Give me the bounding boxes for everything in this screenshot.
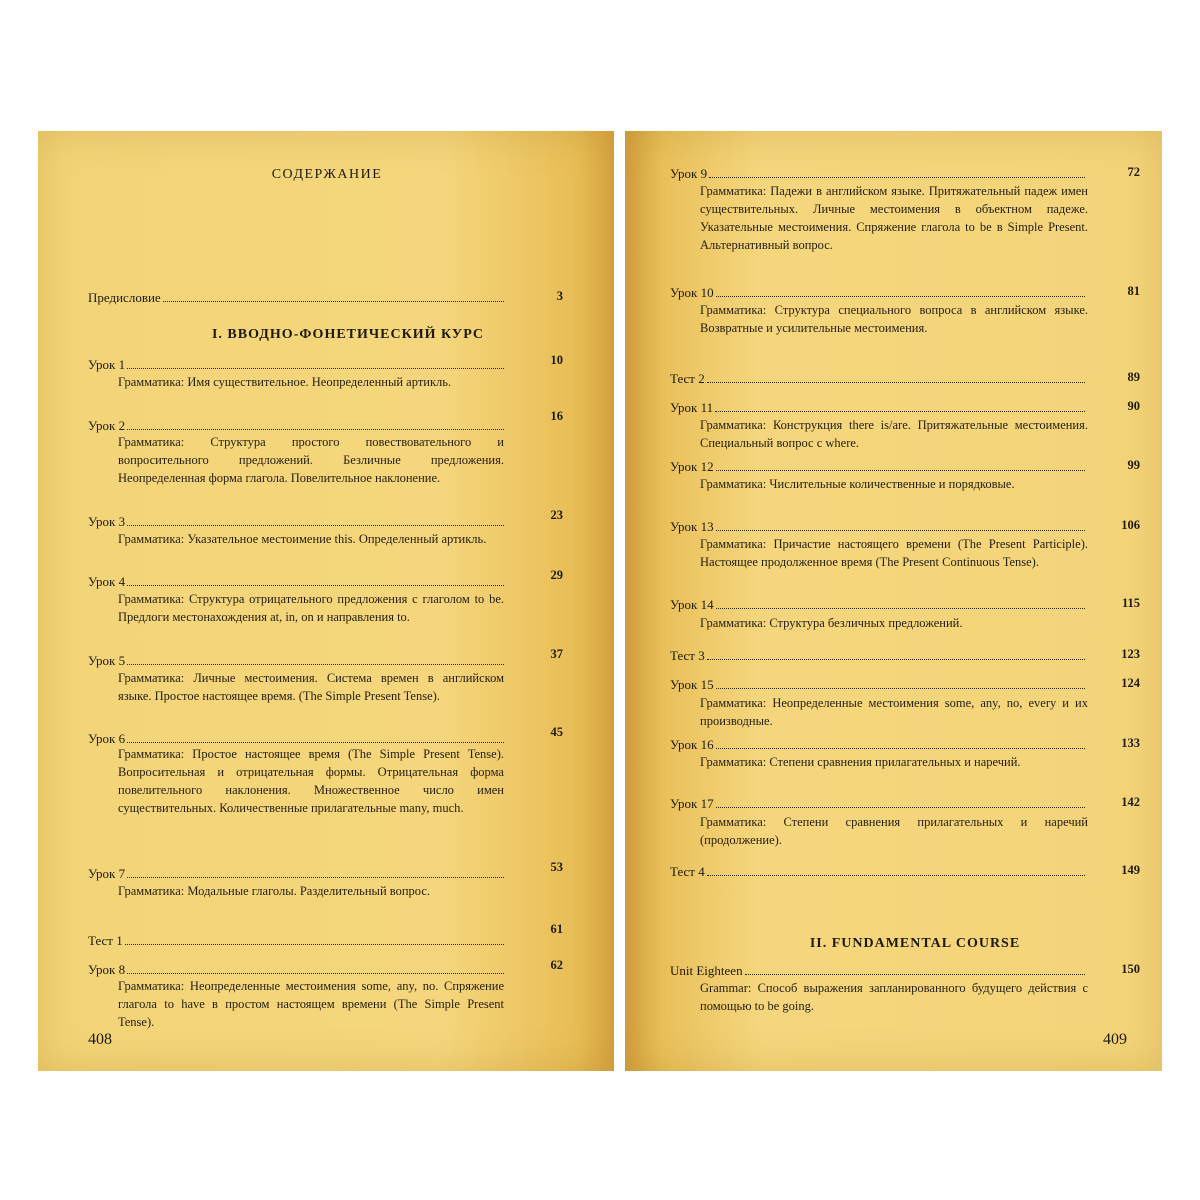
toc-label: Урок 11: [670, 400, 714, 415]
toc-page-number: 142: [1121, 795, 1140, 809]
dot-leader: [716, 748, 1085, 749]
toc-row: [670, 370, 1087, 388]
toc-label: Урок 3: [88, 514, 126, 529]
dot-leader: [127, 368, 504, 369]
toc-label: Тест 1: [88, 933, 123, 948]
toc-label: Урок 9: [670, 166, 708, 181]
dot-leader: [127, 742, 504, 743]
toc-page-number: 99: [1127, 458, 1140, 472]
page-folio: 408: [88, 1031, 112, 1048]
dot-leader: [716, 807, 1085, 808]
toc-page-number: 45: [550, 725, 563, 739]
toc-page-number: 106: [1121, 518, 1140, 532]
toc-page-number: 29: [550, 568, 563, 582]
grammar-note: Грамматика: Структура отрицательного предложения с глаголом to be. Предлоги местонахождения at, in, on и направления to.: [118, 592, 504, 624]
toc-page-number: 81: [1127, 284, 1140, 298]
grammar-note: Грамматика: Степени сравнения прилагательных и наречий (продолжение).: [700, 815, 1088, 847]
toc-label: Тест 2: [670, 371, 705, 386]
grammar-note: Грамматика: Степени сравнения прилагательных и наречий.: [700, 755, 1021, 769]
toc-label: Урок 17: [670, 796, 714, 811]
grammar-note: Грамматика: Структура простого повествовательного и вопросительного предложений. Безличные предложения. Неопределенная форма глагола. Повелительное наклонение.: [118, 435, 504, 485]
toc-row: [670, 284, 1087, 302]
grammar-note: Грамматика: Структура безличных предложений.: [700, 616, 963, 630]
dot-leader: [745, 974, 1085, 975]
toc-row: [670, 863, 1087, 881]
toc-label: Тест 3: [670, 648, 705, 663]
dot-leader: [127, 585, 504, 586]
toc-row: [670, 647, 1087, 665]
toc-row: [88, 573, 506, 591]
grammar-note: Грамматика: Причастие настоящего времени (The Present Participle). Настоящее продолженное время (The Present Continuous Tense).: [700, 537, 1088, 569]
dot-leader: [163, 301, 504, 302]
toc-page-number: 53: [550, 860, 563, 874]
toc-row: [88, 652, 506, 670]
toc-label: Урок 5: [88, 653, 126, 668]
section-title: I. ВВОДНО-ФОНЕТИЧЕСКИЙ КУРС: [211, 327, 485, 342]
toc-row-preface: [88, 289, 506, 307]
grammar-note: Грамматика: Неопределенные местоимения some, any, no, every и их производные.: [700, 696, 1088, 728]
dot-leader: [125, 944, 504, 945]
toc-row: [88, 865, 506, 883]
right-page: [625, 131, 1162, 1071]
toc-row: [670, 399, 1087, 417]
toc-label: Урок 1: [88, 357, 126, 372]
toc-row: [88, 356, 506, 374]
toc-label: Урок 8: [88, 962, 126, 977]
toc-page-number: 123: [1121, 647, 1140, 661]
toc-label: Урок 6: [88, 731, 126, 746]
contents-title: СОДЕРЖАНИЕ: [271, 167, 383, 182]
toc-page-number: 37: [550, 647, 563, 661]
dot-leader: [127, 664, 504, 665]
toc-label: Урок 2: [88, 418, 126, 433]
toc-page-number: 89: [1127, 370, 1140, 384]
dot-leader: [716, 296, 1085, 297]
toc-row: [670, 736, 1087, 754]
toc-page-number: 133: [1121, 736, 1140, 750]
grammar-note: Грамматика: Числительные количественные и порядковые.: [700, 477, 1015, 491]
toc-label: Урок 7: [88, 866, 126, 881]
toc-page-number: 23: [550, 508, 563, 522]
grammar-note: Грамматика: Модальные глаголы. Разделительный вопрос.: [118, 884, 430, 898]
dot-leader: [127, 525, 504, 526]
toc-page-number: 150: [1121, 962, 1140, 976]
toc-page-number: 115: [1121, 596, 1140, 610]
toc-row: [670, 596, 1087, 614]
dot-leader: [127, 877, 504, 878]
toc-label: Урок 16: [670, 737, 714, 752]
grammar-note: Грамматика: Неопределенные местоимения some, any, no. Спряжение глагола to have в простом настоящем времени (The Simple Present Tense).: [118, 979, 504, 1029]
grammar-note: Грамматика: Конструкция there is/are. Притяжательные местоимения. Специальный вопрос с where.: [700, 418, 1088, 450]
toc-page-number: 90: [1127, 399, 1140, 413]
toc-page-number: 10: [550, 353, 563, 367]
toc-label: Урок 10: [670, 285, 714, 300]
toc-label: Урок 13: [670, 519, 714, 534]
toc-label: Тест 4: [670, 864, 705, 879]
toc-row: [670, 165, 1087, 183]
dot-leader: [716, 470, 1085, 471]
grammar-note: Грамматика: Простое настоящее время (The Simple Present Tense). Вопросительная и отрицательная формы. Отрицательная форма повелительного наклонения. Множественное число имен существительных. Количественные прилагательные many, much.: [118, 747, 504, 815]
section-title: II. FUNDAMENTAL COURSE: [809, 936, 1021, 951]
toc-page-number: 61: [550, 922, 563, 936]
toc-page-number: 149: [1121, 863, 1140, 877]
dot-leader: [127, 429, 504, 430]
grammar-note: Грамматика: Имя существительное. Неопределенный артикль.: [118, 375, 452, 389]
toc-row: [88, 513, 506, 531]
left-page: [38, 131, 616, 1071]
toc-row: [670, 795, 1087, 813]
toc-label: Урок 4: [88, 574, 126, 589]
dot-leader: [709, 177, 1085, 178]
grammar-note: Грамматика: Структура специального вопроса в английском языке. Возвратные и усилительные местоимения.: [700, 303, 1088, 335]
toc-row: [670, 518, 1087, 536]
toc-page-number: 72: [1127, 165, 1140, 179]
toc-label: Урок 12: [670, 459, 714, 474]
dot-leader: [707, 659, 1085, 660]
toc-label: Урок 14: [670, 597, 714, 612]
toc-row: [670, 676, 1087, 694]
dot-leader: [715, 411, 1085, 412]
toc-row: [670, 962, 1087, 980]
dot-leader: [716, 530, 1085, 531]
toc-label: Урок 15: [670, 677, 714, 692]
toc-label: Unit Eighteen: [670, 963, 743, 978]
toc-row: [670, 458, 1087, 476]
toc-page-number: 16: [550, 409, 563, 423]
dot-leader: [127, 973, 504, 974]
toc-page-number: 3: [556, 289, 563, 303]
dot-leader: [707, 382, 1085, 383]
grammar-note: Grammar: Способ выражения запланированного будущего действия с помощью to be going.: [700, 981, 1088, 1013]
grammar-note: Грамматика: Указательное местоимение this. Определенный артикль.: [118, 532, 487, 546]
grammar-note: Грамматика: Падежи в английском языке. Притяжательный падеж имен существительных. Личные местоимения в объектном падеже. Указательные местоимения. Спряжение глагола to be в Simple Present. Альтернативный вопрос.: [700, 184, 1088, 252]
toc-row: [88, 932, 506, 950]
toc-page-number: 62: [550, 958, 563, 972]
page-folio: 409: [1103, 1031, 1127, 1048]
grammar-note: Грамматика: Личные местоимения. Система времен в английском языке. Простое настоящее время. (The Simple Present Tense).: [118, 671, 504, 703]
dot-leader: [716, 608, 1085, 609]
toc-page-number: 124: [1121, 676, 1140, 690]
toc-label: Предисловие: [88, 290, 161, 305]
dot-leader: [707, 875, 1085, 876]
dot-leader: [716, 688, 1085, 689]
